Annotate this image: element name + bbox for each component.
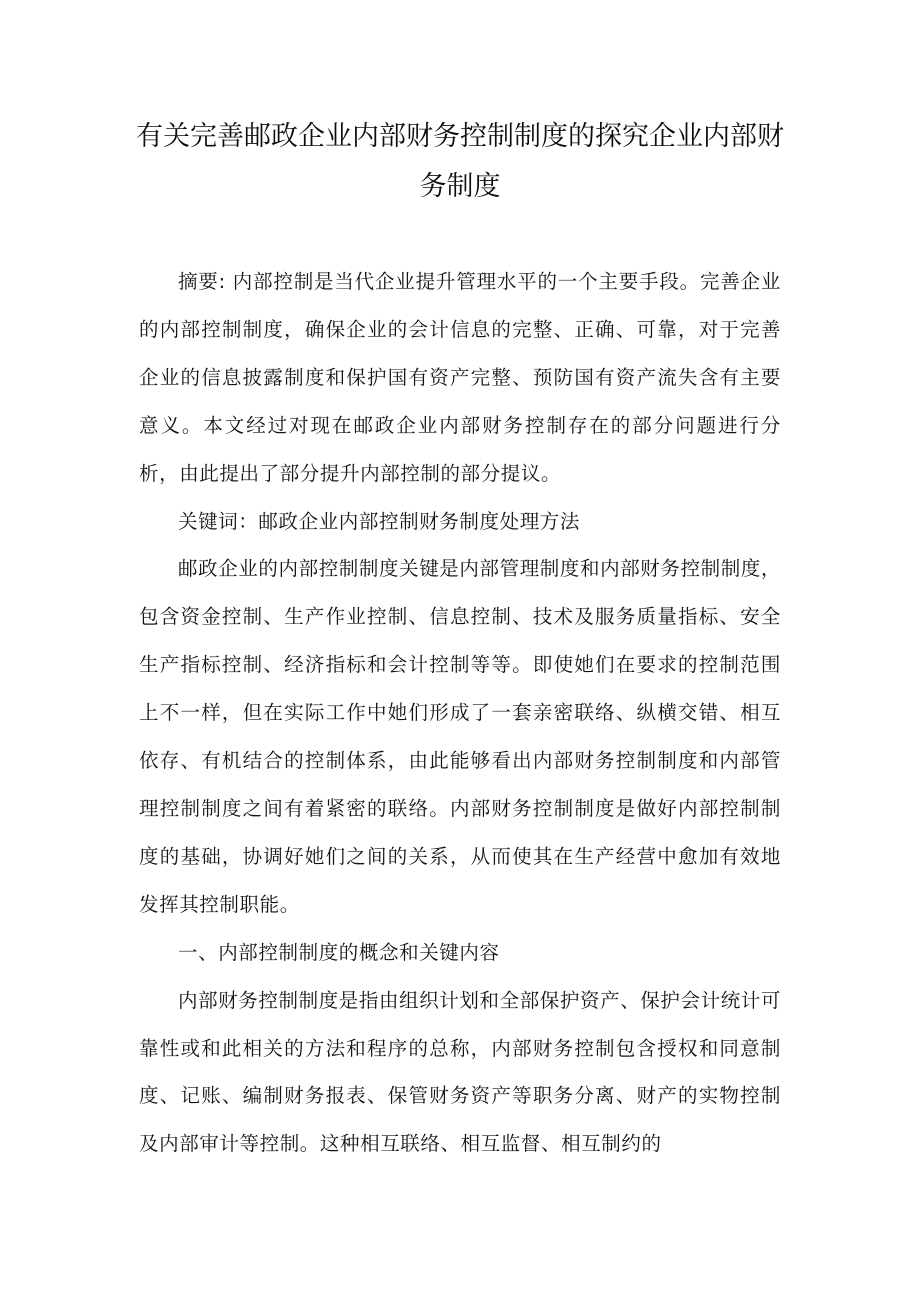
- section-heading: 一、内部控制制度的概念和关键内容: [178, 940, 500, 964]
- document-title: 有关完善邮政企业内部财务控制制度的探究企业内部财务制度: [136, 121, 784, 202]
- keywords-paragraph: 关键词：邮政企业内部控制财务制度处理方法: [178, 509, 581, 533]
- body-paragraph: 内部财务控制制度是指由组织计划和全部保护资产、保护会计统计可靠性或和此相关的方法和程序的总称，内部财务控制包含授权和同意制度、记账、编制财务报表、保管财务资产等职务分离、财产的实物控制及内部审计等控制。这种相互联络、相互监督、相互制约的: [139, 988, 782, 1156]
- document-body: [139, 258, 781, 1168]
- body-paragraph: 邮政企业的内部控制制度关键是内部管理制度和内部财务控制制度，包含资金控制、生产作业控制、信息控制、技术及服务质量指标、安全生产指标控制、经济指标和会计控制等等。即使她们在要求的控制范围上不一样，但在实际工作中她们形成了一套亲密联络、纵横交错、相互依存、有机结合的控制体系，由此能够看出内部财务控制制度和内部管理控制制度之间有着紧密的联络。内部财务控制制度是做好内部控制制度的基础，协调好她们之间的关系，从而使其在生产经营中愈加有效地发挥其控制职能。: [139, 557, 782, 916]
- abstract-paragraph: 摘要: 内部控制是当代企业提升管理水平的一个主要手段。完善企业的内部控制制度，确保企业的会计信息的完整、正确、可靠，对于完善企业的信息披露制度和保护国有资产完整、预防国有资产流失含有主要意义。本文经过对现在邮政企业内部财务控制存在的部分问题进行分析，由此提出了部分提升内部控制的部分提议。: [139, 270, 781, 485]
